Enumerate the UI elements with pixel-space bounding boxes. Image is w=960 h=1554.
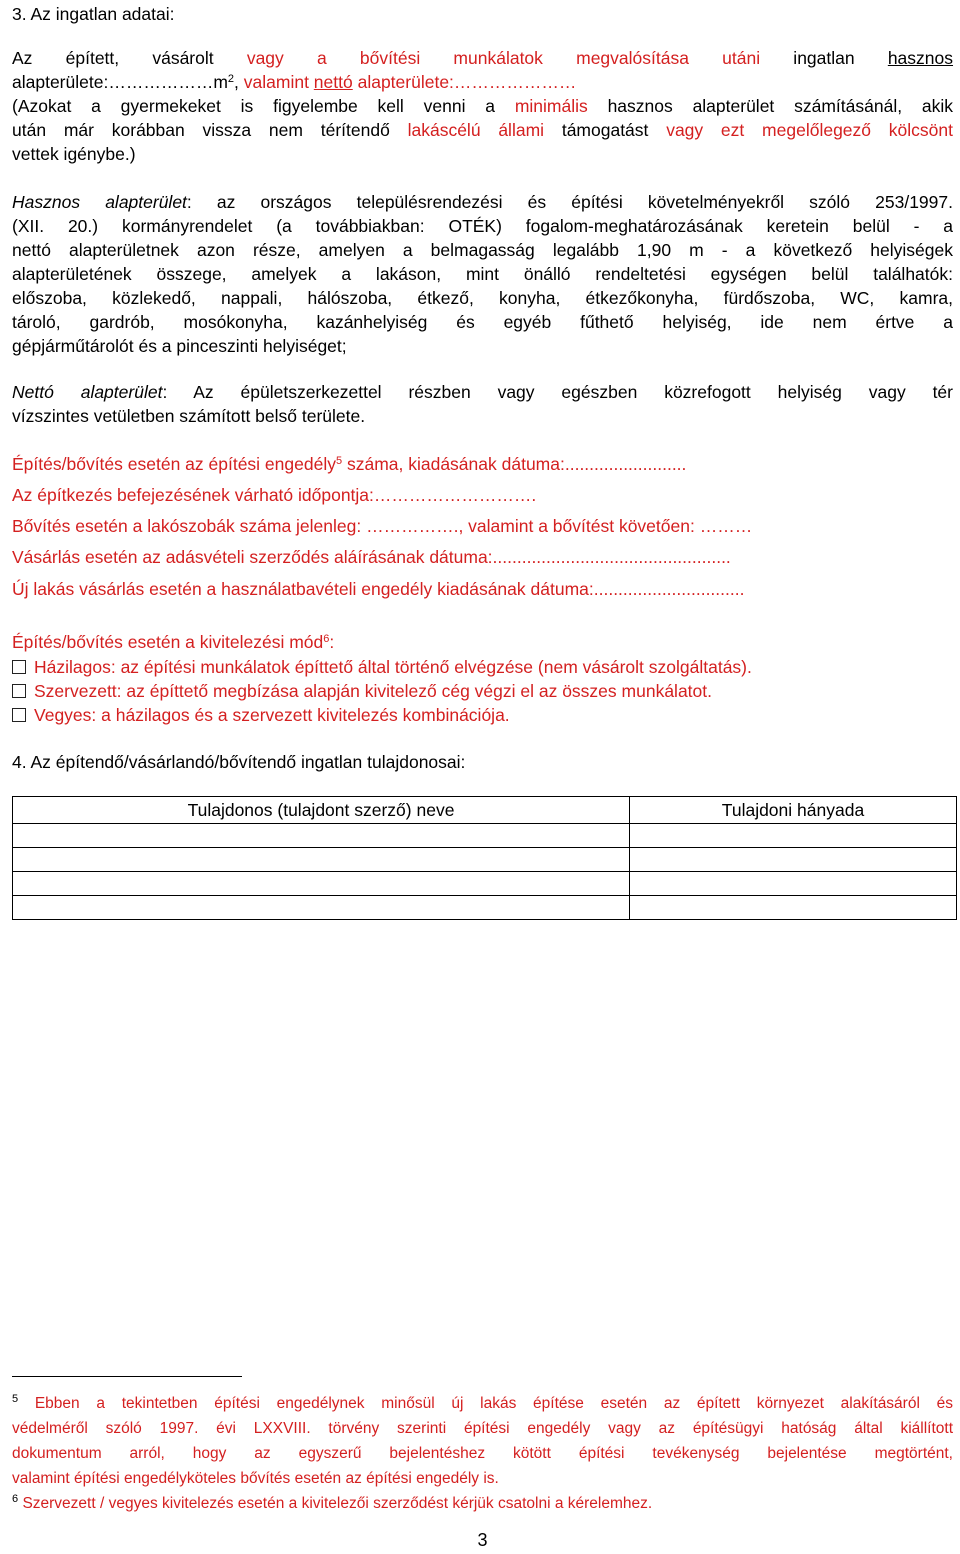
owner-name-header: Tulajdonos (tulajdont szerző) neve [13, 797, 630, 824]
page-number: 3 [477, 1530, 488, 1550]
mode-option-vegyes[interactable]: Vegyes: a házilagos és a szervezett kivitelezés kombinációja. [12, 703, 953, 727]
owners-table [12, 796, 957, 920]
owner-name-cell[interactable] [13, 896, 630, 920]
children-note-line-1: (Azokat a gyermekeket is figyelembe kell venni a minimális hasznos alapterület számításánál, akik [12, 96, 953, 116]
table-row [13, 824, 957, 848]
checkbox-icon[interactable] [12, 684, 26, 698]
owner-name-cell[interactable] [13, 872, 630, 896]
table-header-row [13, 797, 957, 824]
checkbox-icon[interactable] [12, 708, 26, 722]
owner-share-cell[interactable] [630, 848, 957, 872]
table-row [13, 872, 957, 896]
def-netto-line-1: Nettó alapterület: Az épületszerkezettel részben vagy egészben közrefogott helyiség vagy tér [12, 382, 953, 402]
construction-mode-title: Építés/bővítés esetén a kivitelezési mód$^6$: [12, 632, 335, 652]
area-line-2: $alapterülete:\dots\dots\dots\dots\dots\dots m^2$, valamint nettó alapterülete:………………… [12, 72, 577, 92]
permit-number-date-field[interactable]: Építés/bővítés esetén az építési engedély$^5$ száma, kiadásának dátuma:......................... [12, 454, 687, 474]
mode-option-hazilagos[interactable]: Házilagos: az építési munkálatok építtető által történő elvégzése (nem vásárolt szolgáltatás). [12, 655, 953, 679]
section-4-heading: 4. Az építendő/vásárlandó/bővítendő ingatlan tulajdonosai: [12, 752, 466, 772]
def-hasznos-line-1: Hasznos alapterület: az országos településrendezési és építési követelményekről szóló 253/1997. [12, 192, 953, 212]
checkbox-icon[interactable] [12, 660, 26, 674]
def-hasznos-line-7: gépjárműtárolót és a pinceszinti helyiséget; [12, 336, 347, 356]
mode-option-szervezett[interactable]: Szervezett: az építtető megbízása alapján kivitelező cég végzi el az összes munkálatot. [12, 679, 953, 703]
room-count-field[interactable]: Bővítés esetén a lakószobák száma jelenleg: ……………., valamint a bővítést követően: ……… [12, 516, 753, 536]
footnote-5-line-1: $^5$ Ebben a tekintetben építési engedélynek minősül új lakás építése esetén az épített környezet alakításáról és [12, 1393, 953, 1412]
def-hasznos-line-6: tároló, gardrób, mosókonyha, kazánhelyiség és egyéb fűthető helyiség, ide nem értve a [12, 312, 953, 332]
owner-name-cell[interactable] [13, 824, 630, 848]
owner-share-cell[interactable] [630, 872, 957, 896]
def-hasznos-line-4: alapterületének összege, amelyek a lakáson, mint önálló rendeltetési egységen belül találhatók: [12, 264, 953, 284]
owner-share-cell[interactable] [630, 824, 957, 848]
footnote-separator [12, 1376, 242, 1377]
completion-date-field[interactable]: Az építkezés befejezésének várható időpontja:………………………. [12, 485, 537, 505]
owner-share-header: Tulajdoni hányada [630, 797, 957, 824]
owner-share-cell[interactable] [630, 896, 957, 920]
footnote-6: $^6$ Szervezett / vegyes kivitelezés esetén a kivitelezői szerződést kérjük csatolni a kérelemhez. [12, 1493, 653, 1512]
def-hasznos-line-2: (XII. 20.) kormányrendelet (a továbbiakban: OTÉK) fogalom-meghatározásának keretein belül - a [12, 216, 953, 236]
area-line-1: Az épített, vásárolt vagy a bővítési munkálatok megvalósítása utáni ingatlan hasznos [12, 48, 954, 68]
contract-date-field[interactable]: Vásárlás esetén az adásvételi szerződés aláírásának dátuma:................................................. [12, 547, 731, 567]
occupancy-permit-date-field[interactable]: Új lakás vásárlás esetén a használatbavételi engedély kiadásának dátuma:............................... [12, 579, 745, 599]
def-hasznos-line-3: nettó alapterületnek azon része, amelyen a belmagasság legalább 1,90 m - a következő helyiségek [12, 240, 953, 260]
children-note-line-2: után már korábban vissza nem térítendő lakáscélú állami támogatást vagy ezt megelőlegező kölcsönt [12, 120, 953, 140]
def-hasznos-line-5: előszoba, közlekedő, nappali, hálószoba, étkező, konyha, étkezőkonyha, fürdőszoba, WC, kamra, [12, 288, 953, 308]
def-netto-line-2: vízszintes vetületben számított belső területe. [12, 406, 366, 426]
section-3-heading: 3. Az ingatlan adatai: [12, 4, 175, 24]
footnote-5-line-2: védelméről szóló 1997. évi LXXVIII. törvény szerinti építési engedély vagy az építésügyi hatóság által kiállított [12, 1420, 953, 1437]
footnote-5-line-3: dokumentum arról, hogy az egyszerű bejelentéshez kötött építési tevékenység bejelentése megtörtént, [12, 1445, 953, 1462]
table-row [13, 896, 957, 920]
table-row [13, 848, 957, 872]
owner-name-cell[interactable] [13, 848, 630, 872]
children-note-line-3: vettek igénybe.) [12, 144, 136, 164]
footnote-5-line-4: valamint építési engedélyköteles bővítés esetén az építési engedély is. [12, 1470, 499, 1487]
